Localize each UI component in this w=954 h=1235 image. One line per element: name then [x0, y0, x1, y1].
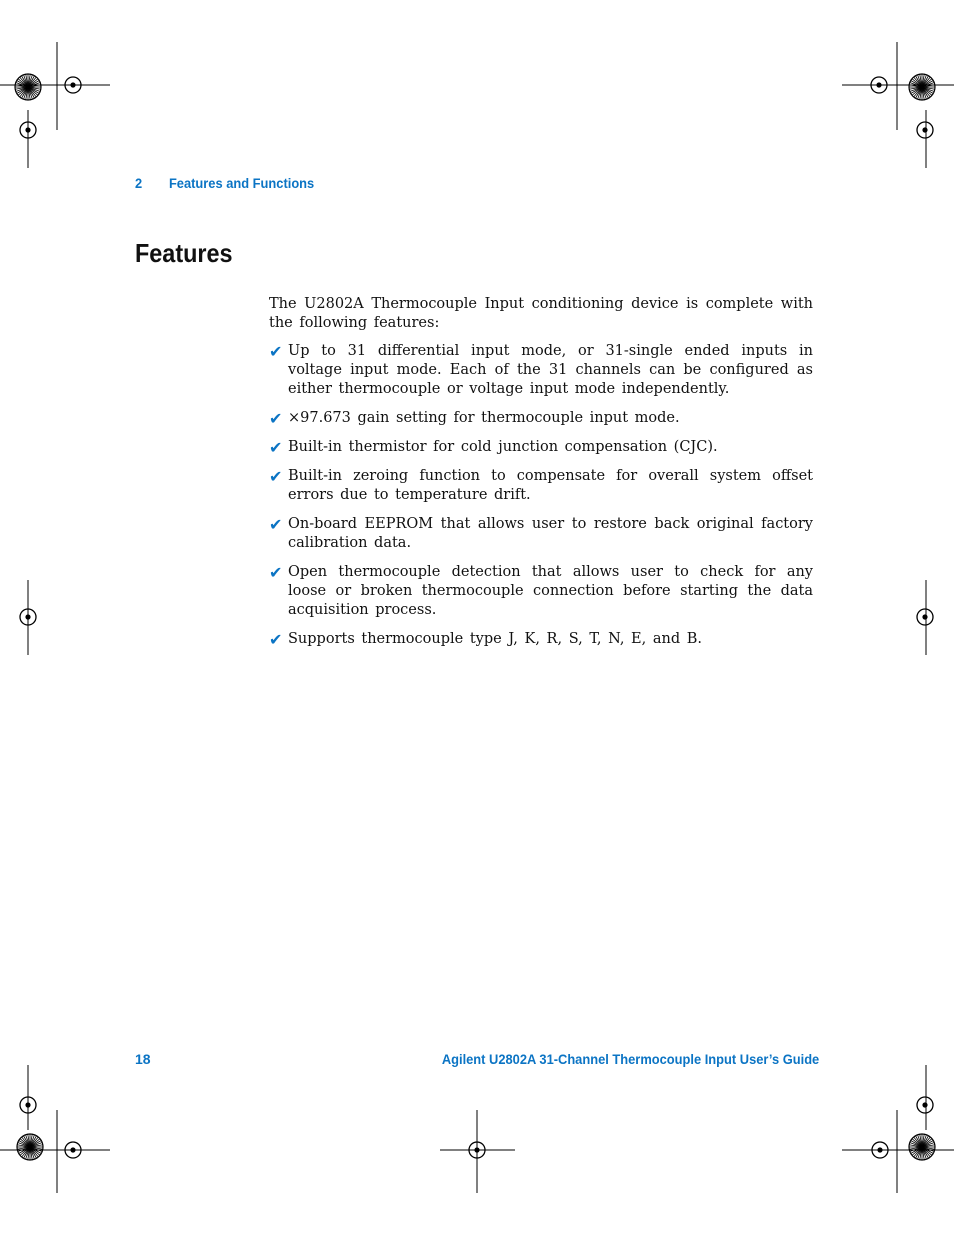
crosshair-icon	[900, 105, 950, 155]
checkmark-icon: ✔	[269, 467, 283, 486]
document-title: Agilent U2802A 31-Channel Thermocouple Input User’s Guide	[441, 1051, 819, 1067]
feature-text: On-board EEPROM that allows user to restore back original factory calibration data.	[288, 516, 813, 551]
list-item	[269, 438, 813, 457]
crosshair-icon	[48, 1125, 98, 1175]
list-item	[269, 563, 813, 620]
checkmark-icon: ✔	[269, 515, 283, 534]
list-item	[269, 630, 813, 649]
feature-text: Built-in zeroing function to compensate for overall system offset errors due to temperature drift.	[288, 468, 813, 503]
list-item	[269, 467, 813, 505]
registration-mark-icon	[897, 1122, 947, 1172]
body-text	[269, 295, 813, 659]
running-header	[135, 175, 314, 191]
chapter-title: Features and Functions	[168, 175, 315, 191]
crosshair-icon	[3, 592, 53, 642]
crosshair-icon	[48, 60, 98, 110]
section-title: Features	[135, 238, 233, 268]
feature-text: Open thermocouple detection that allows user to check for any loose or broken thermocouple connection before starting the data acquisition process.	[288, 564, 813, 618]
feature-text: ×97.673 gain setting for thermocouple input mode.	[288, 410, 680, 426]
list-item	[269, 342, 813, 399]
checkmark-icon: ✔	[269, 630, 283, 649]
checkmark-icon: ✔	[269, 438, 283, 457]
page-number: 18	[135, 1051, 151, 1067]
checkmark-icon: ✔	[269, 342, 283, 361]
feature-text: Up to 31 differential input mode, or 31-single ended inputs in voltage input mode. Each of the 31 channels can be configured as either thermocouple or voltage input mode independently.	[288, 343, 813, 397]
feature-text: Supports thermocouple type J, K, R, S, T, N, E, and B.	[288, 631, 703, 647]
chapter-number: 2	[135, 175, 143, 191]
list-item	[269, 515, 813, 553]
checkmark-icon: ✔	[269, 409, 283, 428]
checkmark-icon: ✔	[269, 563, 283, 582]
crosshair-icon	[900, 592, 950, 642]
crosshair-icon	[452, 1125, 502, 1175]
crosshair-icon	[3, 105, 53, 155]
feature-text: Built-in thermistor for cold junction compensation (CJC).	[288, 439, 718, 455]
feature-list	[269, 342, 813, 649]
intro-paragraph: The U2802A Thermocouple Input conditioning device is complete with the following features:	[269, 296, 813, 331]
list-item	[269, 409, 813, 428]
